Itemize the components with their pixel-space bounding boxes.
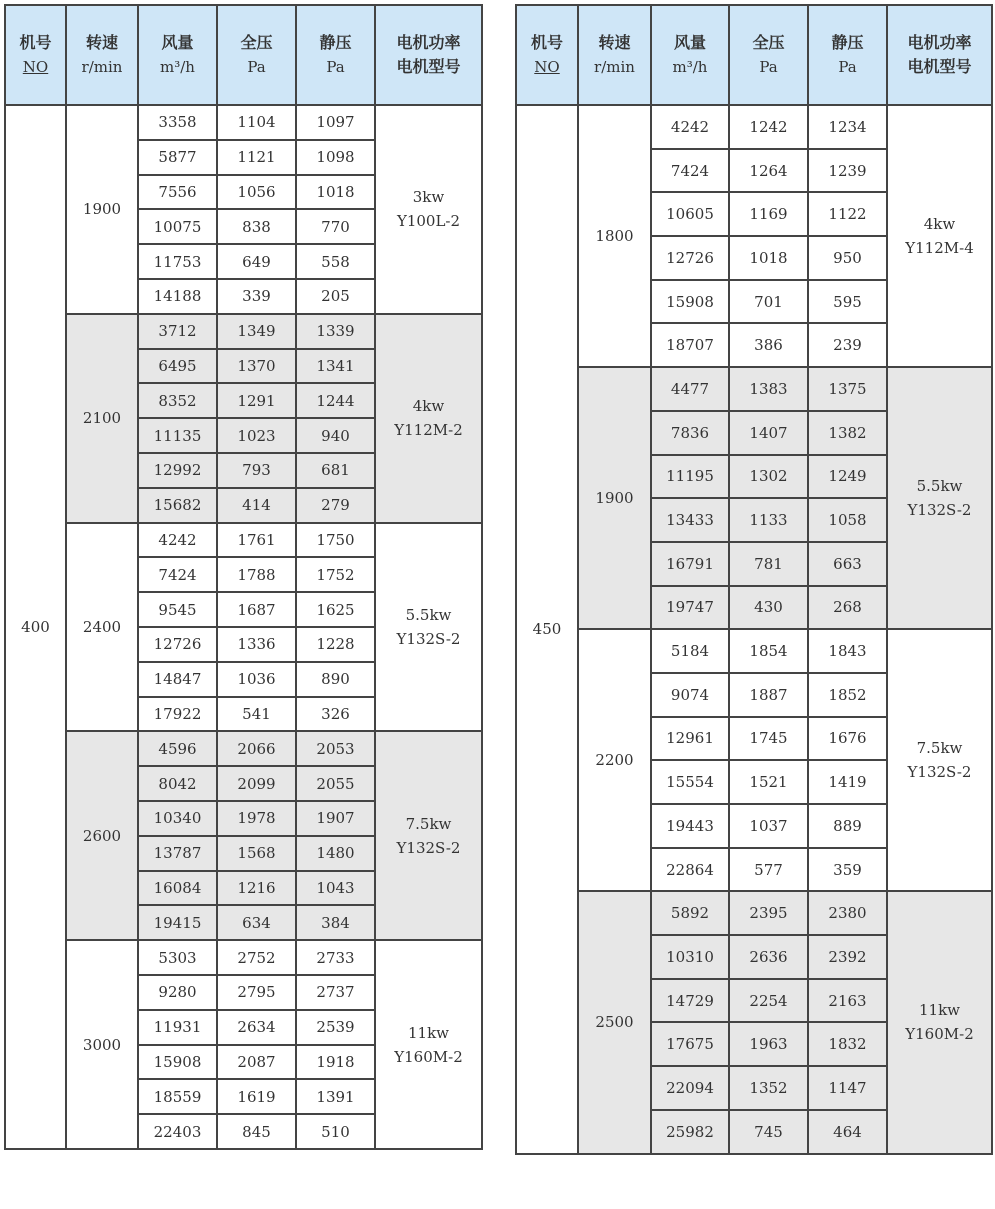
total-pressure-cell: 2254	[729, 979, 808, 1023]
total-pressure-cell: 1037	[729, 804, 808, 848]
flow-cell: 9545	[138, 592, 217, 627]
total-pressure-cell: 1383	[729, 367, 808, 411]
static-pressure-cell: 464	[808, 1110, 887, 1154]
total-pressure-cell: 649	[217, 244, 296, 279]
flow-cell: 22864	[651, 848, 729, 892]
total-pressure-cell: 1104	[217, 105, 296, 140]
motor-model: Y112M-2	[394, 421, 463, 440]
static-pressure-cell: 1018	[296, 175, 375, 210]
static-pressure-cell: 1391	[296, 1079, 375, 1114]
static-pressure-cell: 1752	[296, 557, 375, 592]
motor-cell	[375, 940, 482, 1149]
static-pressure-cell: 2380	[808, 891, 887, 935]
static-pressure-cell: 2053	[296, 731, 375, 766]
table-row	[5, 940, 482, 975]
total-pressure-cell: 1216	[217, 871, 296, 906]
static-pressure-cell: 940	[296, 418, 375, 453]
flow-cell: 7836	[651, 411, 729, 455]
flow-cell: 4477	[651, 367, 729, 411]
motor-cell	[375, 731, 482, 940]
header-speed: 转速 r/min	[578, 5, 651, 105]
total-pressure-cell: 1169	[729, 192, 808, 236]
flow-cell: 18707	[651, 323, 729, 367]
header-machine-no: 机号 NO	[5, 5, 66, 105]
motor-cell	[375, 314, 482, 523]
speed-cell: 1900	[578, 367, 651, 629]
static-pressure-cell: 595	[808, 280, 887, 324]
static-pressure-cell: 1239	[808, 149, 887, 193]
motor-cell	[887, 367, 992, 629]
flow-cell: 4242	[651, 105, 729, 149]
flow-cell: 5184	[651, 629, 729, 673]
flow-cell: 22403	[138, 1114, 217, 1149]
motor-model: Y132S-2	[396, 838, 461, 857]
flow-cell: 3358	[138, 105, 217, 140]
flow-cell: 9074	[651, 673, 729, 717]
motor-power: 11kw	[407, 1023, 449, 1042]
static-pressure-cell: 1341	[296, 349, 375, 384]
total-pressure-cell: 1264	[729, 149, 808, 193]
total-pressure-cell: 781	[729, 542, 808, 586]
flow-cell: 6495	[138, 349, 217, 384]
flow-cell: 8352	[138, 383, 217, 418]
static-pressure-cell: 770	[296, 209, 375, 244]
flow-cell: 10310	[651, 935, 729, 979]
flow-cell: 10075	[138, 209, 217, 244]
total-pressure-cell: 838	[217, 209, 296, 244]
flow-cell: 15554	[651, 760, 729, 804]
static-pressure-cell: 1676	[808, 717, 887, 761]
static-pressure-cell: 889	[808, 804, 887, 848]
header-static-pressure: 静压 Pa	[808, 5, 887, 105]
motor-model: Y160M-2	[394, 1047, 463, 1066]
flow-cell: 15908	[651, 280, 729, 324]
header-row	[516, 5, 992, 105]
machine-no-cell: 450	[516, 105, 578, 1154]
flow-cell: 22094	[651, 1066, 729, 1110]
total-pressure-cell: 1407	[729, 411, 808, 455]
flow-cell: 11931	[138, 1010, 217, 1045]
header-total-pressure: 全压 Pa	[729, 5, 808, 105]
total-pressure-cell: 1242	[729, 105, 808, 149]
total-pressure-cell: 577	[729, 848, 808, 892]
static-pressure-cell: 2737	[296, 975, 375, 1010]
header-motor: 电机功率 电机型号	[375, 5, 482, 105]
static-pressure-cell: 1244	[296, 383, 375, 418]
total-pressure-cell: 1336	[217, 627, 296, 662]
table-row	[516, 367, 992, 411]
flow-cell: 11195	[651, 455, 729, 499]
total-pressure-cell: 386	[729, 323, 808, 367]
motor-cell	[887, 629, 992, 891]
static-pressure-cell: 2733	[296, 940, 375, 975]
flow-cell: 14847	[138, 662, 217, 697]
speed-cell: 2600	[66, 731, 138, 940]
static-pressure-cell: 2163	[808, 979, 887, 1023]
flow-cell: 5892	[651, 891, 729, 935]
flow-cell: 9280	[138, 975, 217, 1010]
motor-power: 7.5kw	[405, 814, 452, 833]
total-pressure-cell: 1887	[729, 673, 808, 717]
total-pressure-cell: 2087	[217, 1045, 296, 1080]
motor-power: 7.5kw	[916, 739, 963, 758]
static-pressure-cell: 558	[296, 244, 375, 279]
flow-cell: 15682	[138, 488, 217, 523]
flow-cell: 12992	[138, 453, 217, 488]
static-pressure-cell: 359	[808, 848, 887, 892]
performance-table-450	[515, 4, 993, 1155]
motor-power: 11kw	[918, 1001, 960, 1020]
total-pressure-cell: 2634	[217, 1010, 296, 1045]
total-pressure-cell: 2752	[217, 940, 296, 975]
flow-cell: 11753	[138, 244, 217, 279]
speed-cell: 2200	[578, 629, 651, 891]
motor-power: 4kw	[923, 215, 956, 234]
static-pressure-cell: 1625	[296, 592, 375, 627]
flow-cell: 13433	[651, 498, 729, 542]
flow-cell: 10605	[651, 192, 729, 236]
total-pressure-cell: 701	[729, 280, 808, 324]
total-pressure-cell: 845	[217, 1114, 296, 1149]
header-motor: 电机功率 电机型号	[887, 5, 992, 105]
speed-cell: 1900	[66, 105, 138, 314]
motor-model: Y100L-2	[396, 212, 461, 231]
motor-cell	[375, 105, 482, 314]
total-pressure-cell: 430	[729, 586, 808, 630]
header-flow: 风量 m³/h	[651, 5, 729, 105]
static-pressure-cell: 239	[808, 323, 887, 367]
total-pressure-cell: 1036	[217, 662, 296, 697]
flow-cell: 7424	[651, 149, 729, 193]
motor-cell	[887, 891, 992, 1153]
static-pressure-cell: 1098	[296, 140, 375, 175]
speed-cell: 1800	[578, 105, 651, 367]
header-speed: 转速 r/min	[66, 5, 138, 105]
flow-cell: 16084	[138, 871, 217, 906]
total-pressure-cell: 745	[729, 1110, 808, 1154]
static-pressure-cell: 950	[808, 236, 887, 280]
flow-cell: 12726	[138, 627, 217, 662]
total-pressure-cell: 2066	[217, 731, 296, 766]
flow-cell: 19747	[651, 586, 729, 630]
motor-model: Y112M-4	[905, 239, 974, 258]
static-pressure-cell: 384	[296, 905, 375, 940]
total-pressure-cell: 1023	[217, 418, 296, 453]
total-pressure-cell: 1788	[217, 557, 296, 592]
static-pressure-cell: 1097	[296, 105, 375, 140]
machine-no-cell: 400	[5, 105, 66, 1149]
total-pressure-cell: 1568	[217, 836, 296, 871]
speed-cell: 3000	[66, 940, 138, 1149]
static-pressure-cell: 1382	[808, 411, 887, 455]
total-pressure-cell: 1291	[217, 383, 296, 418]
flow-cell: 17922	[138, 697, 217, 732]
static-pressure-cell: 2392	[808, 935, 887, 979]
total-pressure-cell: 1352	[729, 1066, 808, 1110]
static-pressure-cell: 510	[296, 1114, 375, 1149]
table-row	[5, 731, 482, 766]
total-pressure-cell: 1963	[729, 1022, 808, 1066]
total-pressure-cell: 1521	[729, 760, 808, 804]
flow-cell: 25982	[651, 1110, 729, 1154]
static-pressure-cell: 1907	[296, 801, 375, 836]
motor-power: 5.5kw	[916, 477, 963, 496]
motor-cell	[887, 105, 992, 367]
flow-cell: 5877	[138, 140, 217, 175]
flow-cell: 10340	[138, 801, 217, 836]
flow-cell: 11135	[138, 418, 217, 453]
total-pressure-cell: 634	[217, 905, 296, 940]
motor-cell	[375, 523, 482, 732]
header-static-pressure: 静压 Pa	[296, 5, 375, 105]
static-pressure-cell: 1058	[808, 498, 887, 542]
flow-cell: 16791	[651, 542, 729, 586]
total-pressure-cell: 1133	[729, 498, 808, 542]
static-pressure-cell: 1832	[808, 1022, 887, 1066]
total-pressure-cell: 1854	[729, 629, 808, 673]
performance-table-400	[4, 4, 483, 1150]
static-pressure-cell: 1375	[808, 367, 887, 411]
static-pressure-cell: 2055	[296, 766, 375, 801]
motor-power: 4kw	[412, 397, 445, 416]
header-row	[5, 5, 482, 105]
total-pressure-cell: 1619	[217, 1079, 296, 1114]
flow-cell: 14729	[651, 979, 729, 1023]
motor-power: 5.5kw	[405, 605, 452, 624]
total-pressure-cell: 1745	[729, 717, 808, 761]
total-pressure-cell: 1370	[217, 349, 296, 384]
flow-cell: 4596	[138, 731, 217, 766]
total-pressure-cell: 1018	[729, 236, 808, 280]
total-pressure-cell: 414	[217, 488, 296, 523]
static-pressure-cell: 1918	[296, 1045, 375, 1080]
header-flow: 风量 m³/h	[138, 5, 217, 105]
total-pressure-cell: 541	[217, 697, 296, 732]
flow-cell: 13787	[138, 836, 217, 871]
table-row	[516, 629, 992, 673]
flow-cell: 8042	[138, 766, 217, 801]
static-pressure-cell: 890	[296, 662, 375, 697]
total-pressure-cell: 793	[217, 453, 296, 488]
speed-cell: 2400	[66, 523, 138, 732]
speed-cell: 2100	[66, 314, 138, 523]
total-pressure-cell: 2636	[729, 935, 808, 979]
table-row	[516, 105, 992, 149]
motor-power: 3kw	[412, 188, 445, 207]
total-pressure-cell: 1349	[217, 314, 296, 349]
flow-cell: 15908	[138, 1045, 217, 1080]
static-pressure-cell: 268	[808, 586, 887, 630]
speed-cell: 2500	[578, 891, 651, 1153]
header-machine-no: 机号 NO	[516, 5, 578, 105]
static-pressure-cell: 681	[296, 453, 375, 488]
static-pressure-cell: 205	[296, 279, 375, 314]
flow-cell: 12726	[651, 236, 729, 280]
static-pressure-cell: 1249	[808, 455, 887, 499]
static-pressure-cell: 1419	[808, 760, 887, 804]
static-pressure-cell: 2539	[296, 1010, 375, 1045]
total-pressure-cell: 1302	[729, 455, 808, 499]
table-row	[5, 523, 482, 558]
static-pressure-cell: 279	[296, 488, 375, 523]
total-pressure-cell: 2795	[217, 975, 296, 1010]
total-pressure-cell: 2099	[217, 766, 296, 801]
static-pressure-cell: 1480	[296, 836, 375, 871]
total-pressure-cell: 1121	[217, 140, 296, 175]
static-pressure-cell: 1750	[296, 523, 375, 558]
static-pressure-cell: 1122	[808, 192, 887, 236]
total-pressure-cell: 1056	[217, 175, 296, 210]
total-pressure-cell: 1978	[217, 801, 296, 836]
static-pressure-cell: 1228	[296, 627, 375, 662]
flow-cell: 4242	[138, 523, 217, 558]
static-pressure-cell: 1147	[808, 1066, 887, 1110]
flow-cell: 17675	[651, 1022, 729, 1066]
static-pressure-cell: 663	[808, 542, 887, 586]
static-pressure-cell: 1234	[808, 105, 887, 149]
flow-cell: 3712	[138, 314, 217, 349]
flow-cell: 18559	[138, 1079, 217, 1114]
flow-cell: 12961	[651, 717, 729, 761]
flow-cell: 14188	[138, 279, 217, 314]
header-total-pressure: 全压 Pa	[217, 5, 296, 105]
flow-cell: 7424	[138, 557, 217, 592]
flow-cell: 7556	[138, 175, 217, 210]
flow-cell: 19443	[651, 804, 729, 848]
static-pressure-cell: 1339	[296, 314, 375, 349]
flow-cell: 5303	[138, 940, 217, 975]
table-row	[5, 314, 482, 349]
motor-model: Y132S-2	[907, 763, 972, 782]
static-pressure-cell: 1852	[808, 673, 887, 717]
motor-model: Y160M-2	[905, 1025, 974, 1044]
static-pressure-cell: 1843	[808, 629, 887, 673]
flow-cell: 19415	[138, 905, 217, 940]
total-pressure-cell: 1761	[217, 523, 296, 558]
total-pressure-cell: 1687	[217, 592, 296, 627]
static-pressure-cell: 326	[296, 697, 375, 732]
table-row	[5, 105, 482, 140]
motor-model: Y132S-2	[396, 629, 461, 648]
total-pressure-cell: 2395	[729, 891, 808, 935]
total-pressure-cell: 339	[217, 279, 296, 314]
motor-model: Y132S-2	[907, 501, 972, 520]
table-row	[516, 891, 992, 935]
static-pressure-cell: 1043	[296, 871, 375, 906]
